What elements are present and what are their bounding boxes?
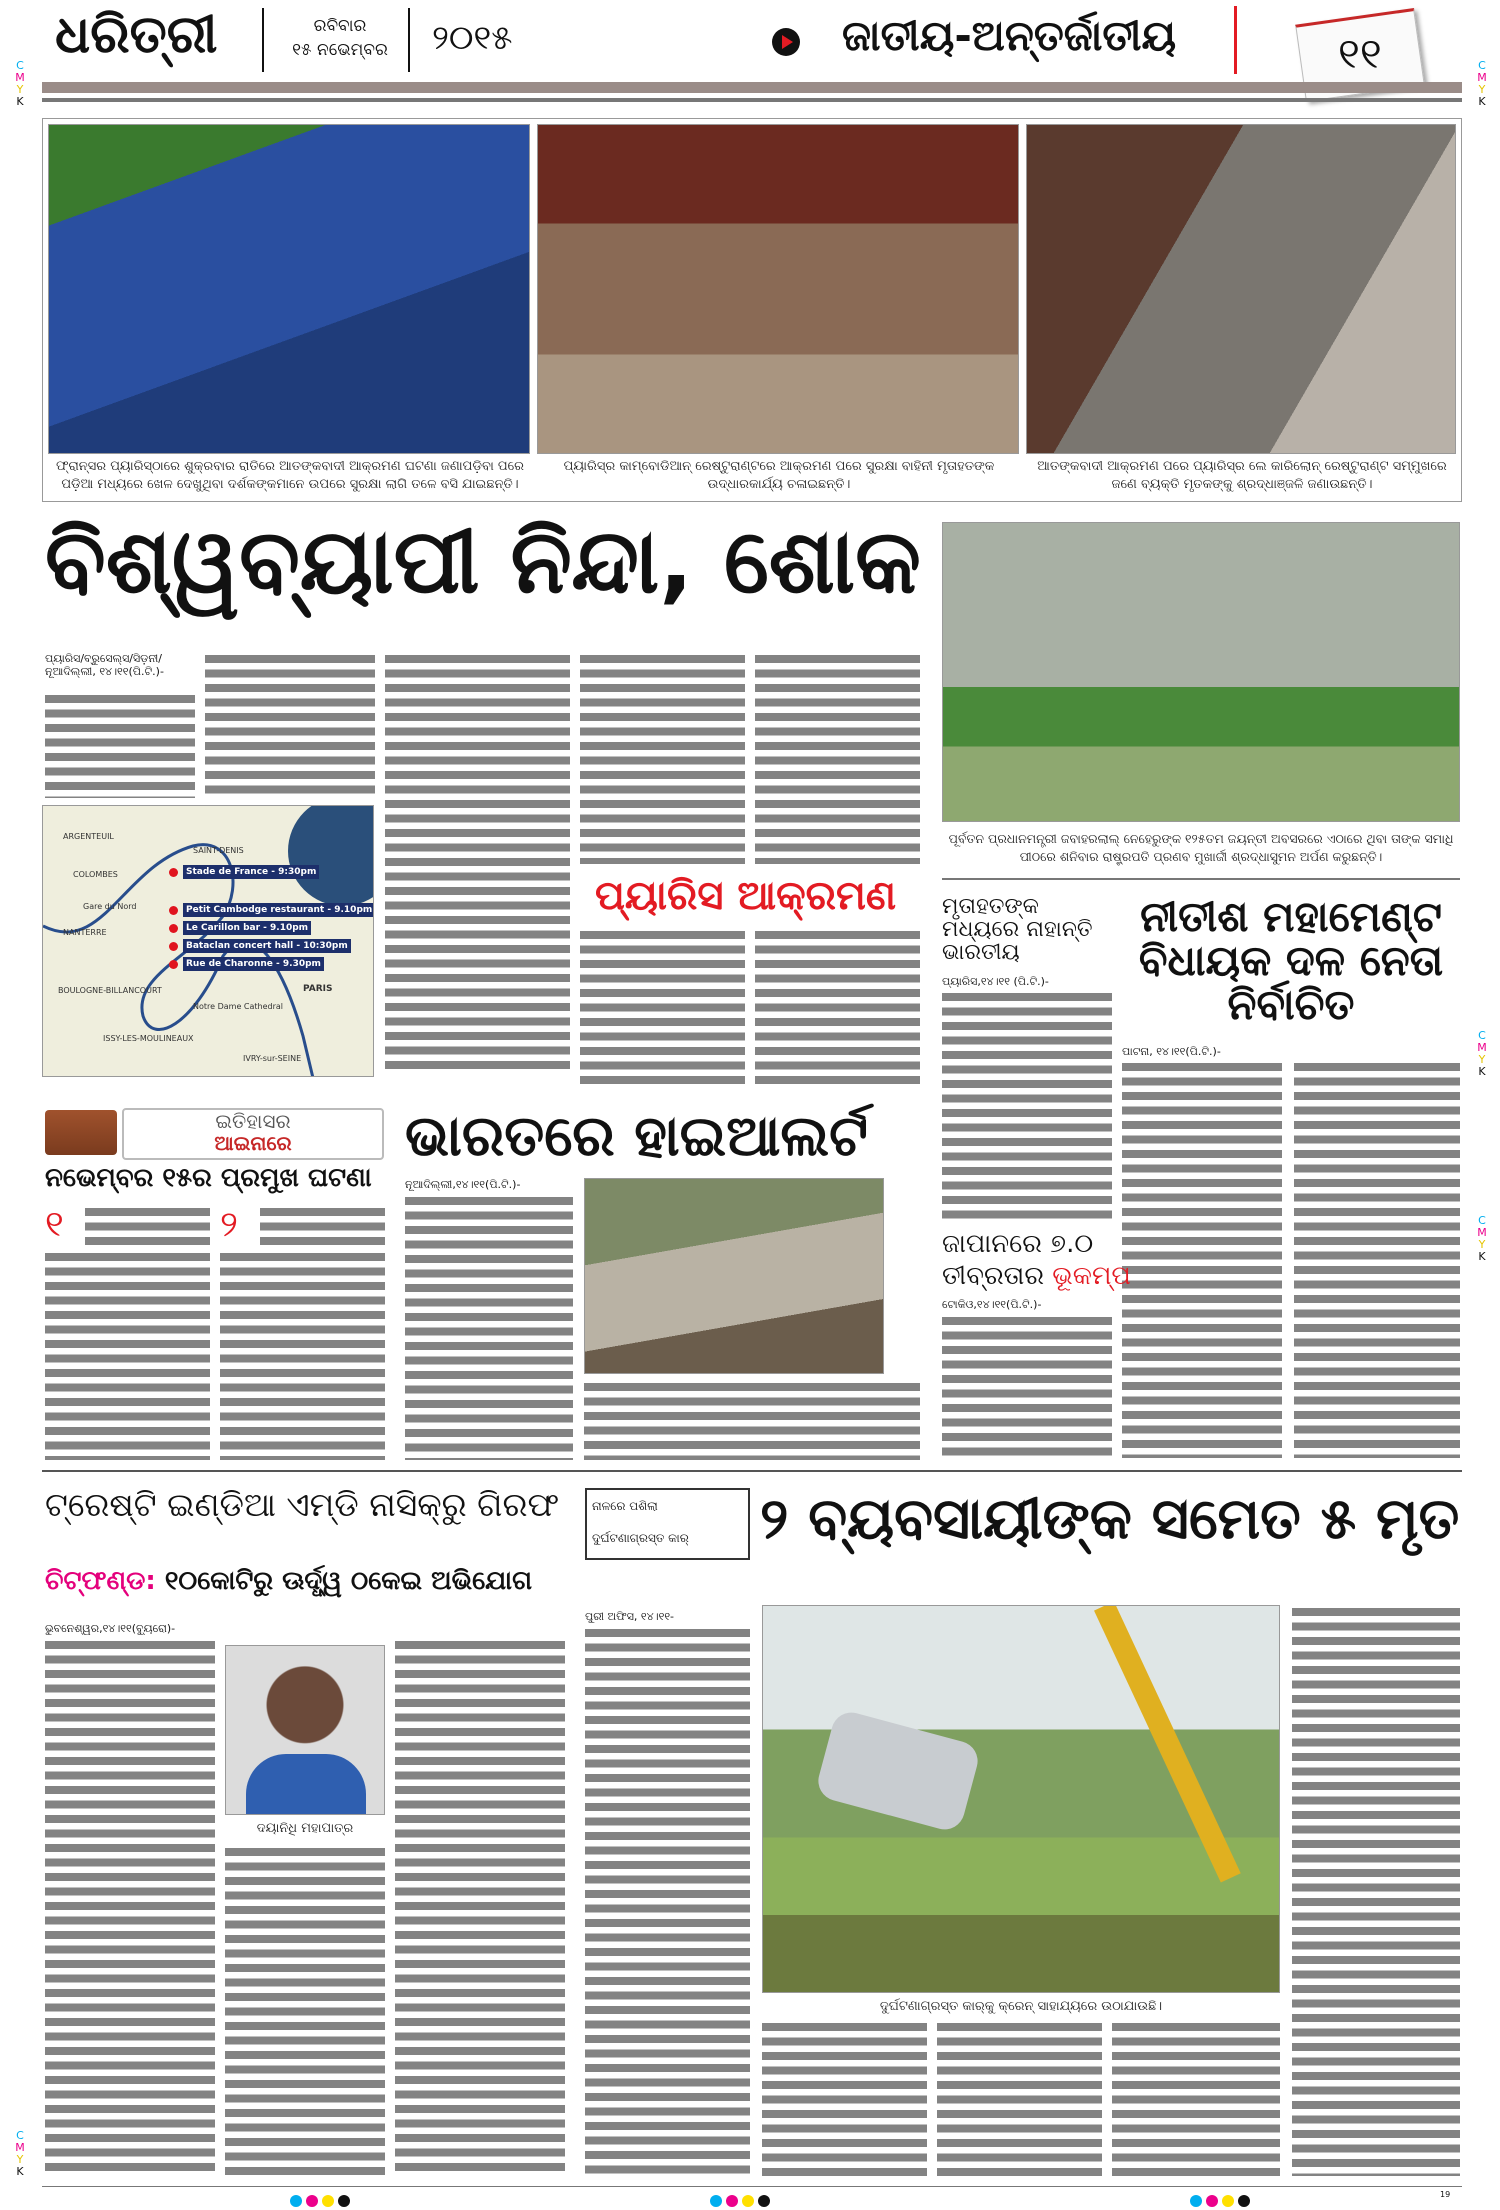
high-alert-headline: ଭାରତରେ ହାଇଆଲର୍ଟ (405, 1104, 868, 1169)
text-block (755, 928, 920, 1088)
text-block (85, 1205, 210, 1247)
section-title: ଜାତୀୟ-ଅନ୍ତର୍ଜାତୀୟ (842, 11, 1177, 60)
text-block (1292, 1605, 1460, 2176)
color-bar (710, 2195, 770, 2207)
dateline: ଭୁବନେଶ୍ୱର,୧୪।୧୧(ବ୍ୟୁରୋ)- (45, 1622, 176, 1635)
text-block (585, 1626, 750, 2176)
cmyk-mark: C M Y K (1477, 59, 1487, 108)
books-icon (45, 1110, 117, 1155)
cmyk-mark: C M Y K (15, 59, 25, 108)
dateline: ପ୍ୟାରିସ,୧୪।୧୧ (ପି.ଟି.)- (942, 975, 1049, 988)
history-item-number: ୨ (220, 1204, 238, 1245)
text-block (1112, 2020, 1280, 2176)
text-block (762, 2020, 927, 2176)
text-block (1294, 1060, 1460, 1458)
masthead-bar (42, 82, 1462, 93)
text-block (584, 1380, 920, 1460)
masthead-year: ୨୦୧୫ (432, 18, 513, 58)
mourner-photo (1026, 124, 1456, 454)
color-bar (290, 2195, 350, 2207)
photo-caption: ଦୟାନିଧି ମହାପାତ୍ର (256, 1821, 354, 1836)
stadium-photo (48, 124, 530, 454)
japan-headline: ଜାପାନରେ ୭.୦ ତୀବ୍ରତାର ଭୂକମ୍ପ (942, 1229, 1131, 1291)
bullet-icon (772, 28, 800, 56)
dateline: ନୂଆଦିଲ୍ଲୀ,୧୪।୧୧(ପି.ଟି.)- (405, 1178, 521, 1191)
text-block (942, 1314, 1112, 1460)
text-block (405, 1194, 573, 1460)
history-item-number: ୧ (45, 1204, 64, 1245)
text-block (45, 692, 195, 798)
text-block (45, 1250, 210, 1460)
history-title: ନଭେମ୍ବର ୧୫ର ପ୍ରମୁଖ ଘଟଣା (45, 1163, 372, 1193)
accident-kicker: ନାଳରେ ପଶିଲା ଦୁର୍ଘଟଣାଗ୍ରସ୍ତ କାର୍ (585, 1488, 750, 1560)
color-bar (1190, 2195, 1250, 2207)
paris-attack-map: ARGENTEUIL SAINT-DENIS COLOMBES NANTERRE Gare du Nord PARIS Notre Dame Cathedral BOULOGNE-BILLANCOURT ISSY-LES-MOULINEAUX IVRY-sur-SEINE Stade de France - 9:30pm Petit Cambodge restaurant - 9.10pm Le Carillon bar - 9.10pm Bataclan concert hall - 10:30pm Rue de Charonne - 9.30pm (42, 805, 374, 1077)
photo-caption: ଫ୍ରାନ୍ସର ପ୍ୟାରିସ୍‌ଠାରେ ଶୁକ୍ରବାର ରାତିରେ ଆତଙ୍କବାଦୀ ଆକ୍ରମଣ ଘଟଣା ଜଣାପଡ଼ିବା ପରେ ପଡ଼ିଆ ମଧ୍ୟରେ ଖେଳ ଦେଖୁଥିବା ଦର୍ଶକଙ୍କମାନେ ଉପରେ ସୁରକ୍ଷା ଲାଗି ତଳେ ବସି ଯାଇଛନ୍ତି। (55, 459, 525, 492)
no-indians-headline: ମୃତାହତଙ୍କ ମଧ୍ୟରେ ନାହାନ୍ତି ଭାରତୀୟ (942, 894, 1093, 966)
dateline: ପୁରୀ ଅଫିସ, ୧୪।୧୧- (585, 1610, 675, 1623)
text-block (385, 652, 570, 1072)
cmyk-mark: C M Y K (1477, 1029, 1487, 1078)
text-block (755, 652, 920, 864)
cmyk-mark: C M Y K (15, 2129, 25, 2178)
newspaper-logo: ଧରିତ୍ରୀ (55, 5, 218, 65)
text-block (942, 990, 1112, 1220)
section-divider (1234, 6, 1237, 74)
trustee-headline: ଟ୍ରେଷ୍ଟି ଇଣ୍ଡିଆ ଏମ୍‌ଡି ନାସିକ୍‌ରୁ ଗିରଫ (45, 1485, 560, 1524)
nitish-headline: ନୀତୀଶ ମହାମେଣ୍ଟ ବିଧାୟକ ଦଳ ନେତା ନିର୍ବାଚିତ (1138, 892, 1444, 1030)
text-block (225, 1845, 385, 2175)
accident-headline: ୨ ବ୍ୟବସାୟୀଙ୍କ ସମେତ ୫ ମୃତ (760, 1486, 1460, 1552)
page-marker: 19 (1440, 2190, 1451, 2199)
text-block (220, 1250, 385, 1460)
railway-security-photo (584, 1178, 884, 1374)
photo-caption: ପୂର୍ବତନ ପ୍ରଧାନମନ୍ତ୍ରୀ ଜବାହରଲାଲ୍ ନେହେରୁଙ୍କ ୧୨୫ତମ ଜୟନ୍ତୀ ଅବସରରେ ଏଠାରେ ଥିବା ତାଙ୍କ ସମାଧି ପୀଠରେ ଶନିବାର ରାଷ୍ଟ୍ରପତି ପ୍ରଣବ ମୁଖାର୍ଜୀ ଶ୍ରଦ୍ଧାସୁମନ ଅର୍ପଣ କରୁଛନ୍ତି। (948, 831, 1454, 864)
text-block (580, 928, 745, 1088)
text-block (395, 1638, 565, 2176)
nehru-tribute-photo (942, 522, 1460, 822)
dateline: ପାଟନା, ୧୪।୧୧(ପି.ଟି.)- (1122, 1045, 1221, 1058)
history-label: ଇତିହାସର ଆଇନାରେ (122, 1108, 384, 1160)
text-block (937, 2020, 1102, 2176)
chitfund-subhead: ଚିଟ୍‌ଫଣ୍ଡ: ୧୦କୋଟିରୁ ଊର୍ଦ୍ଧ୍ୱ ଠକେଇ ଅଭିଯୋଗ (45, 1566, 533, 1596)
text-block (260, 1205, 385, 1247)
photo-caption: ପ୍ୟାରିସ୍‌ର କାମ୍ବୋଡିଆନ୍ ରେଷ୍ଟୁରାଣ୍ଟରେ ଆକ୍ରମଣ ପରେ ସୁରକ୍ଷା ବାହିନୀ ମୃତାହତଙ୍କ ଉଦ୍ଧାରକାର୍ଯ୍ୟ ଚଳାଇଛନ୍ତି। (563, 459, 995, 492)
text-block (45, 1638, 215, 2176)
dayanidhi-photo (225, 1645, 385, 1815)
text-block (580, 652, 745, 864)
masthead-date: ରବିବାର ୧୫ ନଭେମ୍ବର (292, 16, 388, 60)
page-number-badge: ୧୧ (1295, 8, 1425, 102)
paris-attack-subhead: ପ୍ୟାରିସ ଆକ୍ରମଣ (595, 873, 897, 919)
lead-headline: ବିଶ୍ୱବ୍ୟାପୀ ନିନ୍ଦା, ଶୋକ (45, 509, 921, 613)
japan-dateline: ଟୋକିଓ,୧୪।୧୧(ପି.ଟି.)- (942, 1298, 1042, 1311)
lead-dateline: ପ୍ୟାରିସ/ବ୍ରୁସେଲ୍‌ସ/ସିଡ଼ନୀ/ନୂଆଦିଲ୍ଲୀ, ୧୪।୧୧(ପି.ଟି.)- (45, 652, 164, 678)
text-block (1122, 1060, 1282, 1458)
restaurant-rescue-photo (537, 124, 1019, 454)
photo-caption: ଆତଙ୍କବାଦୀ ଆକ୍ରମଣ ପରେ ପ୍ୟାରିସ୍‌ର ଲେ କାରିଲୋନ୍ ରେଷ୍ଟୁରାଣ୍ଟ ସମ୍ମୁଖରେ ଜଣେ ବ୍ୟକ୍ତି ମୃତକଙ୍କୁ ଶ୍ରଦ୍ଧାଞ୍ଜଳି ଜଣାଉଛନ୍ତି। (1037, 459, 1447, 492)
car-crane-photo (762, 1605, 1280, 1993)
text-block (205, 652, 375, 798)
photo-caption: ଦୁର୍ଘଟଣାଗ୍ରସ୍ତ କାର୍‌କୁ କ୍ରେନ୍ ସାହାଯ୍ୟରେ ଉଠାଯାଉଛି। (879, 1999, 1163, 2014)
cmyk-mark: C M Y K (1477, 1214, 1487, 1263)
